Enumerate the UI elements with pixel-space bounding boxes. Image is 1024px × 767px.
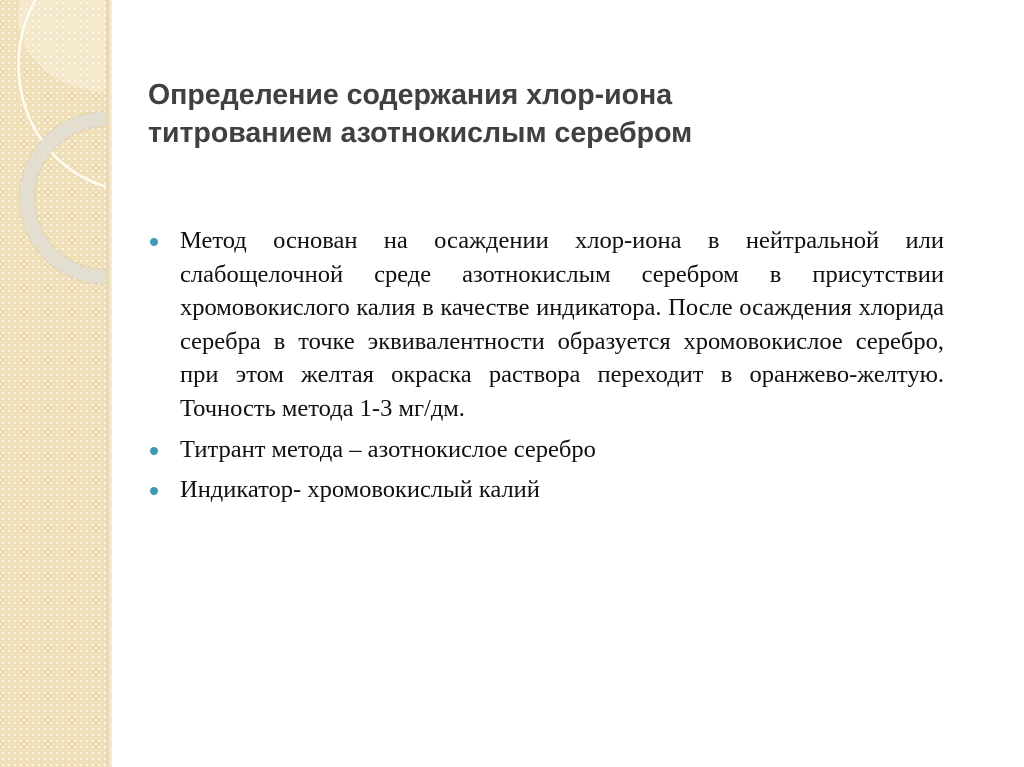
bullet-text: Индикатор- хромовокислый калий [180,476,540,504]
bullet-dot-icon [150,487,158,495]
decorative-small-ring [20,112,106,284]
bullet-dot-icon [150,447,158,455]
side-band-edge [106,0,112,767]
bullet-item-method [148,224,944,426]
bullet-list [148,224,944,514]
bullet-text: Метод основан на осаждении хлор-иона в нейтральной или слабощелочной среде азотнокислым серебром в присутствии хромовокислого калия в качестве индикатора. После осаждения хлорида серебра в точке эквивалентности образуется хромовокислое серебро, при этом желтая окраска раствора переходит в оранжево-желтую. Точность метода 1-3 мг/дм. [180,227,944,422]
decorative-side-band [0,0,106,767]
slide-title-line-1: Определение содержания хлор-иона [148,79,673,111]
bullet-item-titrant [148,433,944,467]
slide-title [148,76,928,152]
bullet-text: Титрант метода – азотнокислое серебро [180,435,596,463]
slide-title-line-2: титрованием азотнокислым серебром [148,117,693,149]
bullet-dot-icon [150,238,158,246]
bullet-item-indicator [148,473,944,507]
